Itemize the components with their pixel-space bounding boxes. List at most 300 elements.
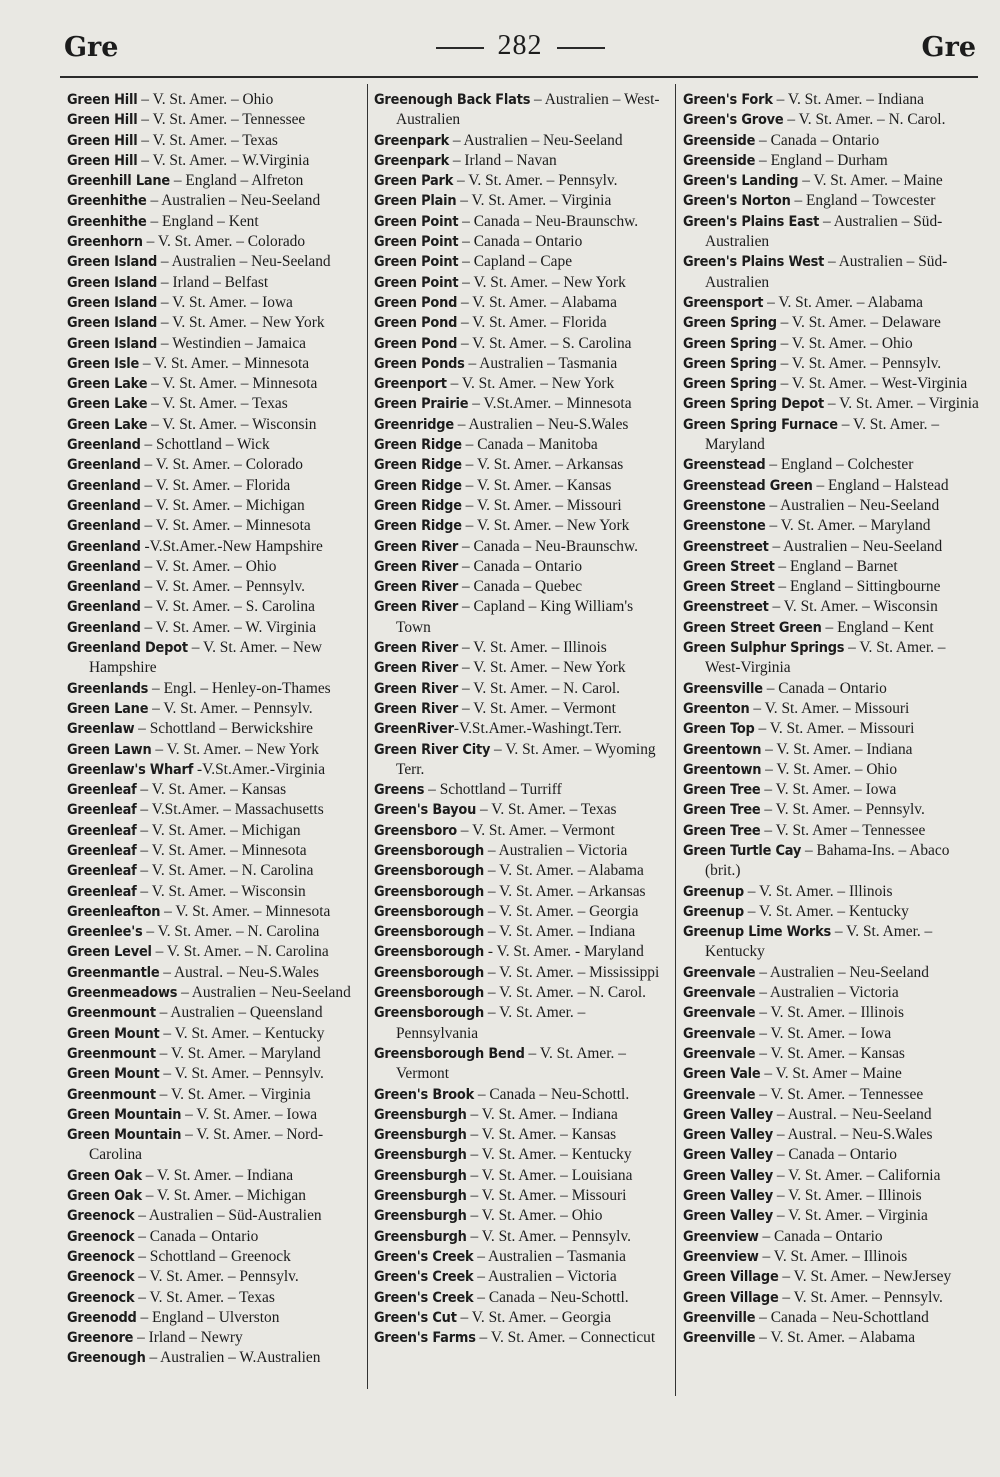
- entry-location: – Canada – Ontario: [755, 131, 880, 149]
- gazetteer-entry: [374, 719, 670, 739]
- entry-headword: Green's Plains West: [683, 254, 825, 271]
- entry-headword: Greensburgh: [374, 1167, 467, 1184]
- gazetteer-entry: [67, 882, 363, 902]
- gazetteer-entry: [67, 415, 363, 435]
- entry-location: – V. St. Amer. – Pennsylvania: [396, 1004, 586, 1042]
- entry-location: – Australien – Neu-Seeland: [177, 984, 351, 1002]
- entry-headword: Greensborough: [374, 985, 485, 1002]
- gazetteer-entry: [67, 1186, 363, 1206]
- entry-location: – England – Kent: [146, 212, 259, 230]
- entry-location: – V. St. Amer. – Ohio: [137, 91, 274, 108]
- gazetteer-entry: [67, 1125, 363, 1166]
- entry-location: – Irland – Newry: [133, 1329, 243, 1347]
- entry-headword: Greenville: [683, 1309, 756, 1326]
- gazetteer-entry: [374, 658, 670, 678]
- entry-headword: Green Island: [67, 294, 158, 311]
- header-page-number-group: [64, 30, 976, 62]
- gazetteer-entry: [683, 476, 979, 496]
- gazetteer-entry: [374, 1186, 670, 1206]
- entry-headword: GreenRiver: [374, 721, 454, 738]
- gazetteer-entry: [67, 557, 363, 577]
- gazetteer-entry: [374, 131, 670, 151]
- gazetteer-entry: [683, 354, 979, 374]
- entry-location: – Australien – Neu-S.Wales: [453, 415, 629, 433]
- entry-location: – V. St. Amer. – New Hampshire: [89, 639, 322, 677]
- page-number: 282: [497, 30, 543, 61]
- gazetteer-entry: [683, 313, 979, 333]
- entry-location: – V. St. Amer. – Louisiana: [466, 1166, 633, 1184]
- entry-location: – V. St. Amer. – Indiana: [761, 740, 913, 758]
- entry-headword: Greenup: [683, 883, 744, 900]
- gazetteer-entry: [67, 1288, 363, 1308]
- column-3: [683, 90, 979, 1348]
- entry-location: – V. St. Amer. – Michigan: [141, 1187, 306, 1205]
- entry-headword: Green Lake: [67, 396, 148, 413]
- gazetteer-entry: [67, 963, 363, 983]
- gazetteer-entry: [67, 1206, 363, 1226]
- header-dash-right: [557, 47, 605, 49]
- entry-location: – Australien – Tasmania: [464, 354, 618, 372]
- gazetteer-entry: [67, 902, 363, 922]
- entry-location: – V. St. Amer. – Georgia: [456, 1308, 612, 1326]
- entry-location: – Australien – Victoria: [484, 841, 628, 859]
- entry-headword: Greenside: [683, 152, 756, 169]
- entry-location: – Canada – Neu-Schottland: [755, 1308, 929, 1326]
- gazetteer-entry: [683, 780, 979, 800]
- entry-headword: Green Valley: [683, 1208, 773, 1225]
- gazetteer-entry: [374, 171, 670, 191]
- entry-location: – V. St. Amer. – Pennsylv.: [778, 1288, 943, 1306]
- entry-location: – V. St. Amer. – New York: [151, 740, 319, 758]
- entry-location: – Schottland – Greenock: [134, 1247, 291, 1265]
- entry-location: – Canada – Ontario: [134, 1227, 259, 1245]
- entry-location: – V. St. Amer. – Kansas: [136, 781, 287, 799]
- gazetteer-entry: [67, 638, 363, 679]
- gazetteer-entry: [374, 882, 670, 902]
- entry-headword: Green Ridge: [374, 518, 462, 535]
- gazetteer-entry: [374, 1044, 670, 1085]
- gazetteer-entry: [683, 922, 979, 963]
- entry-headword: Greensport: [683, 294, 764, 311]
- entry-location: – V. St. Amer. – Missouri: [749, 699, 910, 717]
- entry-headword: Greensburgh: [374, 1147, 467, 1164]
- entry-headword: Greensborough: [374, 944, 485, 961]
- entry-location: – V. St. Amer. – Illinois: [758, 1247, 908, 1265]
- entry-headword: Greensburgh: [374, 1228, 467, 1245]
- entry-location: – Austral. – Neu-S.Wales: [159, 963, 319, 981]
- entry-location: – Australien – Süd-Australien: [705, 212, 943, 251]
- entry-headword: Green's Cut: [374, 1309, 457, 1326]
- entry-headword: Green's Grove: [683, 112, 784, 129]
- gazetteer-entry: [67, 1348, 363, 1368]
- entry-location: – Capland – Cape: [458, 253, 573, 271]
- entry-location: – V. St. Amer. – Illinois: [743, 882, 893, 900]
- entry-headword: Greensburgh: [374, 1127, 467, 1144]
- entry-location: – V. St. Amer. – Wyoming Terr.: [396, 740, 656, 778]
- entry-headword: Green Lake: [67, 416, 148, 433]
- entry-location: -V.St.Amer.-Washingt.Terr.: [453, 720, 622, 738]
- entry-location: – V. St. Amer. – Mississippi: [484, 963, 660, 981]
- entry-headword: Green River: [374, 660, 459, 677]
- entry-location: – V. St. Amer. – New York: [458, 659, 626, 677]
- entry-headword: Greenmount: [67, 1086, 156, 1103]
- entry-location: -V.St.Amer.-New Hampshire: [140, 537, 323, 555]
- entry-location: – V. St. Amer. – Connecticut: [475, 1329, 656, 1347]
- header-right-catchword: Gre: [921, 32, 976, 63]
- gazetteer-entry: [67, 597, 363, 617]
- gazetteer-entry: [374, 415, 670, 435]
- gazetteer-entry: [374, 1227, 670, 1247]
- gazetteer-entry: [67, 313, 363, 333]
- gazetteer-entry: [683, 1166, 979, 1186]
- entry-location: – V. St. Amer. – Texas: [147, 395, 288, 413]
- gazetteer-entry: [67, 273, 363, 293]
- gazetteer-entry: [67, 131, 363, 151]
- entry-headword: Greenmantle: [67, 964, 160, 981]
- gazetteer-entry: [374, 557, 670, 577]
- entry-headword: Green River City: [374, 741, 491, 758]
- entry-headword: Greenland: [67, 599, 141, 616]
- entry-location: – Australien – Neu-Seeland: [449, 131, 623, 149]
- gazetteer-entry: [683, 191, 979, 211]
- entry-headword: Green Point: [374, 234, 459, 251]
- entry-location: – V. St. Amer. – N. Carolina: [136, 862, 314, 880]
- entry-headword: Greensborough: [374, 842, 485, 859]
- entry-headword: Green River: [374, 700, 459, 717]
- gazetteer-entry: [67, 942, 363, 962]
- entry-headword: Green Spring: [683, 376, 777, 393]
- gazetteer-entry: [374, 963, 670, 983]
- entry-location: – Australien – West-Australien: [396, 91, 660, 129]
- entry-headword: Greenridge: [374, 416, 454, 433]
- entry-location: – V. St. Amer. – Indiana: [484, 923, 636, 941]
- entry-location: – V. St. Amer. – New York: [157, 314, 325, 332]
- entry-headword: Greenland: [67, 477, 141, 494]
- gazetteer-entry: [683, 1085, 979, 1105]
- gazetteer-entry: [67, 1085, 363, 1105]
- entry-headword: Green Valley: [683, 1167, 773, 1184]
- entry-location: – V. St. Amer. – Tennessee: [137, 111, 306, 129]
- entry-headword: Greenview: [683, 1248, 759, 1265]
- entry-headword: Green Vale: [683, 1066, 761, 1083]
- entry-location: – V. St. Amer. – Alabama: [484, 862, 644, 880]
- entry-location: – V. St. Amer. – Pennsylv.: [760, 801, 925, 819]
- gazetteer-entry: [374, 496, 670, 516]
- entry-headword: Green River: [374, 579, 459, 596]
- gazetteer-entry: [374, 252, 670, 272]
- entry-location: – V. St. Amer. – New York: [458, 273, 626, 291]
- gazetteer-entry: [683, 151, 979, 171]
- gazetteer-entry: [67, 374, 363, 394]
- entry-headword: Green Point: [374, 254, 459, 271]
- entry-location: – V. St. Amer. – Iowa: [157, 293, 293, 311]
- entry-location: – V. St. Amer. – Pennsylv.: [453, 172, 618, 190]
- entry-headword: Greenpark: [374, 132, 449, 149]
- entry-location: – V. St. Amer. – Kentucky: [466, 1146, 632, 1164]
- gazetteer-entry: [374, 516, 670, 536]
- gazetteer-entry: [683, 1105, 979, 1125]
- gazetteer-entry: [683, 1003, 979, 1023]
- entry-location: – V. St. Amer. – Georgia: [484, 902, 639, 920]
- entry-headword: Greenore: [67, 1330, 134, 1347]
- gazetteer-entry: [374, 1125, 670, 1145]
- gazetteer-entry: [374, 1288, 670, 1308]
- entry-headword: Green Ridge: [374, 457, 462, 474]
- entry-location: – V. St. Amer. – Indiana: [772, 91, 924, 108]
- entry-location: – Schottland – Wick: [140, 436, 270, 454]
- gazetteer-entry: [683, 719, 979, 739]
- gazetteer-entry: [374, 841, 670, 861]
- entry-headword: Greenland: [67, 518, 141, 535]
- entry-headword: Green Oak: [67, 1188, 142, 1205]
- entry-location: – V. St. Amer. – Iowa: [755, 1024, 892, 1042]
- entry-headword: Green Ridge: [374, 437, 462, 454]
- header-left-catchword: Gre: [64, 32, 119, 63]
- gazetteer-entry: [683, 1227, 979, 1247]
- entry-headword: Greenville: [683, 1330, 756, 1347]
- entry-headword: Greenock: [67, 1289, 135, 1306]
- gazetteer-entry: [683, 1247, 979, 1267]
- entry-location: – V. St. Amer. – Pennsylv.: [134, 1268, 299, 1286]
- entry-headword: Greenhorn: [67, 234, 143, 251]
- gazetteer-entry: [67, 1308, 363, 1328]
- entry-location: – Westindien – Jamaica: [157, 334, 307, 352]
- entry-location: – V. St. Amer. – Maryland: [765, 517, 931, 535]
- entry-headword: Greenock: [67, 1269, 135, 1286]
- gazetteer-entry: [683, 516, 979, 536]
- gazetteer-entry: [374, 1105, 670, 1125]
- entry-headword: Green Top: [683, 721, 755, 738]
- entry-headword: Green Village: [683, 1289, 779, 1306]
- gazetteer-entry: [683, 496, 979, 516]
- entry-location: – V. St. Amer. – Indiana: [141, 1166, 294, 1184]
- entry-headword: Green's Creek: [374, 1289, 474, 1306]
- entry-headword: Green Street Green: [683, 619, 822, 636]
- entry-location: – England – Sittingbourne: [774, 578, 941, 596]
- entry-headword: Green Turtle Cay: [683, 842, 802, 859]
- entry-location: – England – Halstead: [812, 476, 949, 494]
- entry-headword: Green Mount: [67, 1066, 160, 1083]
- entry-location: – England – Towcester: [790, 192, 936, 210]
- entry-location: – V. St. Amer. – Michigan: [136, 821, 301, 839]
- gazetteer-entry: [67, 1044, 363, 1064]
- entry-headword: Green Isle: [67, 355, 140, 372]
- entry-headword: Green's Creek: [374, 1248, 474, 1265]
- gazetteer-entry: [683, 638, 979, 679]
- entry-headword: Greensville: [683, 680, 763, 697]
- entry-location: – Austral. – Neu-S.Wales: [772, 1126, 933, 1144]
- gazetteer-entry: [683, 1308, 979, 1328]
- entry-headword: Greenstead: [683, 457, 766, 474]
- entry-headword: Greenport: [374, 376, 447, 393]
- entry-headword: Greenlee's: [67, 924, 143, 941]
- entry-location: – Australien – Neu-Seeland: [765, 496, 940, 514]
- entry-headword: Green Pond: [374, 294, 458, 311]
- gazetteer-entry: [683, 577, 979, 597]
- entry-location: – England – Ulverston: [136, 1308, 280, 1326]
- entry-location: – V. St. Amer. – Vermont: [456, 821, 615, 839]
- entry-location: – Austral. – Neu-Seeland: [772, 1105, 932, 1123]
- entry-headword: Green Hill: [67, 112, 138, 129]
- entry-headword: Greenland: [67, 558, 141, 575]
- entry-headword: Green Village: [683, 1269, 779, 1286]
- entry-location: – V. St. Amer. – N. Carol.: [458, 679, 621, 697]
- entry-headword: Green Spring: [683, 335, 777, 352]
- gazetteer-entry: [374, 1085, 670, 1105]
- gazetteer-entry: [683, 800, 979, 820]
- entry-headword: Greenhithe: [67, 193, 147, 210]
- entry-location: – Bahama-Ins. – Abaco (brit.): [705, 841, 950, 880]
- gazetteer-entry: [67, 435, 363, 455]
- entry-headword: Greenmeadows: [67, 985, 178, 1002]
- entry-location: – V. St. Amer. – Kansas: [755, 1044, 905, 1062]
- gazetteer-entry: [683, 740, 979, 760]
- page-header: [64, 28, 976, 72]
- entry-headword: Green Spring: [683, 355, 777, 372]
- entry-headword: Green River: [374, 680, 459, 697]
- gazetteer-entry: [683, 963, 979, 983]
- entry-location: – V. St. Amer. – Colorado: [142, 233, 306, 251]
- entry-location: – Irland – Belfast: [157, 273, 269, 291]
- gazetteer-entry: [683, 557, 979, 577]
- entry-headword: Green's Brook: [374, 1086, 475, 1103]
- entry-location: – Canada – Neu-Braunschw.: [458, 537, 638, 555]
- entry-headword: Green Street: [683, 558, 775, 575]
- entry-headword: Greenvale: [683, 964, 756, 981]
- gazetteer-entry: [374, 1206, 670, 1226]
- entry-location: – V. St. Amer. – Minnesota: [140, 517, 311, 535]
- entry-location: – V. St. Amer. – Texas: [134, 1288, 275, 1306]
- entry-location: – V. St. Amer. – Illinois: [772, 1187, 922, 1205]
- header-dash-left: [436, 47, 484, 49]
- entry-location: – V. St. Amer. – Nord-Carolina: [89, 1126, 324, 1164]
- entry-headword: Greensburgh: [374, 1188, 467, 1205]
- gazetteer-entry: [67, 1227, 363, 1247]
- gazetteer-entry: [683, 90, 979, 110]
- entry-headword: Greenhithe: [67, 213, 147, 230]
- entry-headword: Green River: [374, 640, 459, 657]
- entry-location: – Canada – Ontario: [772, 1146, 897, 1164]
- gazetteer-entry: [683, 597, 979, 617]
- entry-headword: Green Tree: [683, 782, 761, 799]
- entry-headword: Green Hill: [67, 132, 138, 149]
- entry-location: – V. St. Amer. – Texas: [476, 801, 617, 819]
- gazetteer-entry: [374, 1003, 670, 1044]
- entry-headword: Greenstone: [683, 518, 766, 535]
- entry-headword: Green River: [374, 558, 459, 575]
- entry-headword: Green Spring Furnace: [683, 416, 838, 433]
- gazetteer-entry: [374, 191, 670, 211]
- entry-headword: Green Spring Depot: [683, 396, 824, 413]
- entry-location: – V. St. Amer. – NewJersey: [778, 1268, 952, 1286]
- entry-location: – V. St. Amer. – Florida: [457, 314, 607, 332]
- gazetteer-entry: [374, 354, 670, 374]
- entry-location: – V. St. Amer. – West-Virginia: [776, 375, 968, 393]
- gazetteer-entry: [67, 861, 363, 881]
- gazetteer-entry: [67, 151, 363, 171]
- entry-headword: Green's Farms: [374, 1330, 476, 1347]
- gazetteer-entry: [374, 902, 670, 922]
- entry-location: – V. St. Amer. – Pennsylv.: [140, 578, 305, 596]
- entry-headword: Greensburgh: [374, 1208, 467, 1225]
- gazetteer-entry: [683, 1024, 979, 1044]
- entry-headword: Greenvale: [683, 1005, 756, 1022]
- gazetteer-entry: [683, 1125, 979, 1145]
- entry-location: – Irland – Navan: [449, 151, 557, 169]
- entry-headword: Greenlaw's Wharf: [67, 761, 194, 778]
- entry-headword: Greenland: [67, 437, 141, 454]
- gazetteer-entry: [374, 394, 670, 414]
- gazetteer-entry: [67, 1247, 363, 1267]
- entry-headword: Greenleaf: [67, 842, 137, 859]
- entry-headword: Greenhill Lane: [67, 173, 171, 190]
- entry-headword: Green River: [374, 538, 459, 555]
- entry-headword: Greenview: [683, 1228, 759, 1245]
- entry-location: – V. St. Amer. – W.Virginia: [137, 151, 310, 169]
- gazetteer-entry: [683, 252, 979, 293]
- gazetteer-entry: [67, 252, 363, 272]
- entry-location: – V. St. Amer. – Ohio: [761, 760, 898, 778]
- gazetteer-entry: [67, 455, 363, 475]
- entry-location: – Capland – King William's Town: [396, 598, 634, 636]
- entry-headword: Greenleaf: [67, 863, 137, 880]
- gazetteer-entry: [67, 1328, 363, 1348]
- gazetteer-entry: [374, 800, 670, 820]
- gazetteer-entry: [67, 496, 363, 516]
- gazetteer-entry: [683, 1288, 979, 1308]
- entry-headword: Greenton: [683, 700, 750, 717]
- entry-headword: Green's Norton: [683, 193, 791, 210]
- gazetteer-entry: [374, 537, 670, 557]
- entry-location: – V. St. Amer. – Indiana: [466, 1105, 618, 1123]
- entry-location: – Canada – Ontario: [758, 1227, 883, 1245]
- gazetteer-entry: [67, 699, 363, 719]
- entry-location: – V. St. Amer. – Wisconsin: [768, 598, 938, 616]
- entry-headword: Green Island: [67, 335, 158, 352]
- gazetteer-entry: [374, 861, 670, 881]
- entry-location: – Canada – Neu-Schottl.: [474, 1085, 630, 1103]
- entry-headword: Green Tree: [683, 822, 761, 839]
- entry-location: – Australien – Victoria: [755, 984, 899, 1002]
- gazetteer-entry: [67, 821, 363, 841]
- gazetteer-entry: [683, 679, 979, 699]
- entry-location: – V.St.Amer. – Massachusetts: [136, 801, 324, 819]
- entry-location: – V. St. Amer. – Missouri: [466, 1187, 627, 1205]
- gazetteer-entry: [374, 1247, 670, 1267]
- gazetteer-entry: [683, 455, 979, 475]
- entry-headword: Green Lake: [67, 376, 148, 393]
- entry-headword: Green Sulphur Springs: [683, 640, 845, 657]
- entry-headword: Greens: [374, 782, 425, 799]
- gazetteer-entry: [67, 841, 363, 861]
- entry-headword: Greenside: [683, 132, 756, 149]
- entry-headword: Green's Bayou: [374, 802, 477, 819]
- entry-headword: Green Valley: [683, 1188, 773, 1205]
- entry-headword: Green Lawn: [67, 741, 152, 758]
- entry-location: – Schottland – Turriff: [424, 781, 562, 799]
- gazetteer-entry: [67, 719, 363, 739]
- entry-headword: Green Tree: [683, 802, 761, 819]
- gazetteer-entry: [67, 983, 363, 1003]
- entry-location: – Australien – Süd-Australien: [705, 253, 948, 291]
- entry-headword: Greenough Back Flats: [374, 92, 531, 108]
- entry-location: – V. St. Amer. – Michigan: [140, 496, 305, 514]
- entry-location: – Australien – Tasmania: [473, 1247, 626, 1265]
- entry-location: – Australien – Neu-Seeland: [157, 253, 331, 271]
- entry-headword: Green Ridge: [374, 497, 462, 514]
- entry-headword: Greenup: [683, 903, 744, 920]
- gazetteer-entry: [374, 151, 670, 171]
